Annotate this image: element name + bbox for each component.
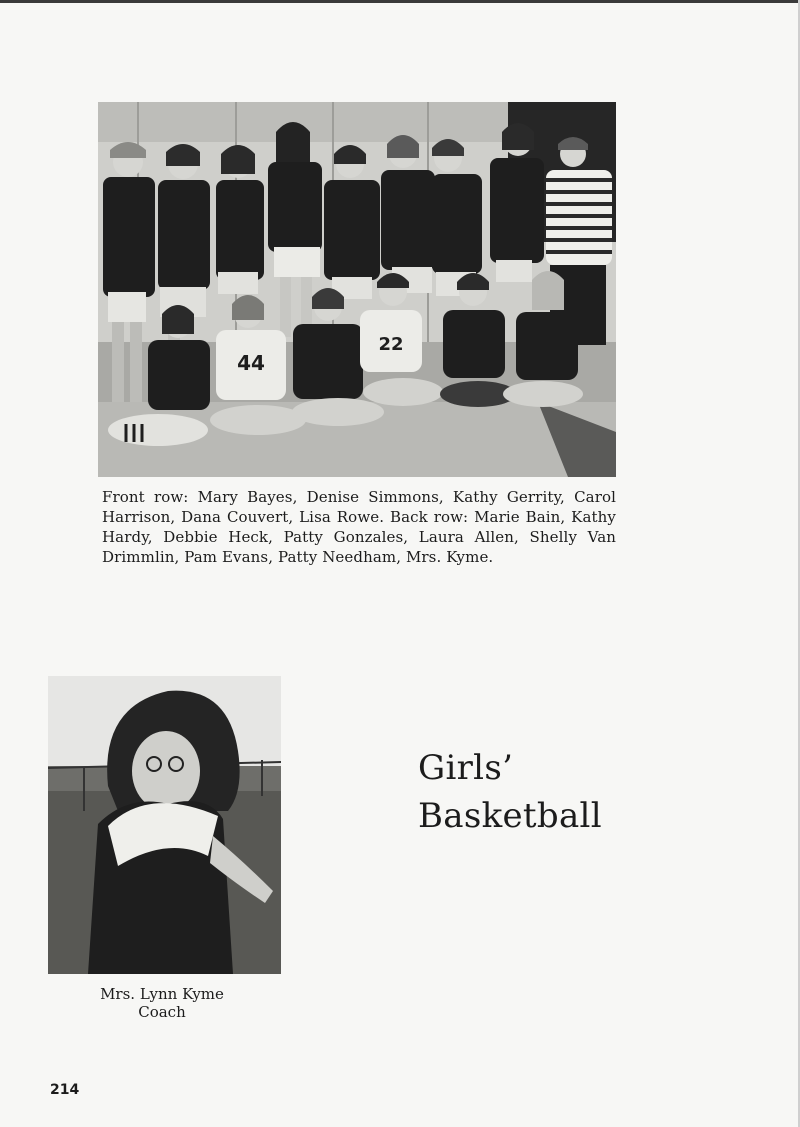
- coach-role: Coach: [138, 1003, 186, 1021]
- coach-photo: [48, 676, 281, 974]
- coach-name: Mrs. Lynn Kyme: [100, 985, 224, 1003]
- page-top-edge: [0, 0, 800, 3]
- page-number: 214: [50, 1082, 80, 1098]
- team-photo-caption: Front row: Mary Bayes, Denise Simmons, Kathy Gerrity, Carol Harrison, Dana Couvert, Lisa Rowe. Back row: Marie Bain, Kathy Hardy, Debbie Heck, Patty Gonzales, Laura Allen, Shelly Van Drimmlin, Pam Evans, Patty Needham, Mrs. Kyme.: [102, 488, 616, 566]
- heading-line-1: Girls’: [418, 748, 514, 788]
- section-heading: [418, 744, 602, 840]
- coach-photo-caption: [48, 985, 276, 1021]
- team-photo: [98, 102, 616, 477]
- jersey-number-22: 22: [378, 334, 404, 355]
- heading-line-2: Basketball: [418, 796, 602, 836]
- jersey-number-44: 44: [237, 351, 265, 375]
